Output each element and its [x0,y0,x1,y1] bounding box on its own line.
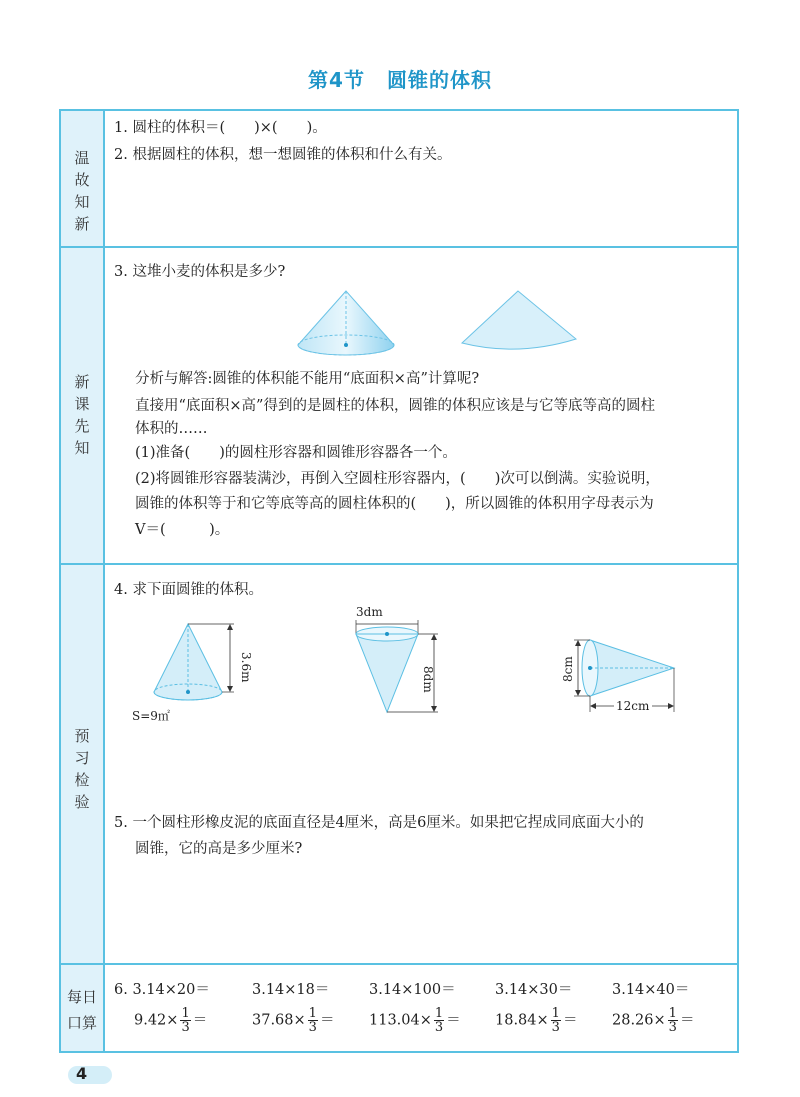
oral-calc-row2-item: 113.04× $\frac{1}{3}$ ＝ [369,1006,461,1035]
wheat-corner-pile-icon [462,291,576,349]
question-1: 1. 圆柱的体积＝( )×( )。 [114,120,327,136]
fraction: $\frac{1}{3}$ [551,1006,560,1035]
cone2-height-label: 8dm [421,666,435,693]
section-number: 第4节 [308,68,365,92]
cone-figure-1 [130,612,260,727]
side-column [61,111,105,1051]
oral-calc-row2-item: 28.26× $\frac{1}{3}$ ＝ [612,1006,695,1035]
text-line-3: 体积的…… [135,421,208,437]
fraction: $\frac{1}{3}$ [434,1006,444,1035]
divider-2 [61,563,737,565]
text-line-6: 圆锥的体积等于和它等底等高的圆柱体积的( )，所以圆锥的体积用字母表示为 [135,496,654,512]
text-line-4: (1)准备( )的圆柱形容器和圆锥形容器各一个。 [135,445,457,461]
divider-1 [61,246,737,248]
cone1-area-label: S=9㎡ [132,709,170,723]
text-line-2: 直接用“底面积×高”得到的是圆柱的体积，圆锥的体积应该是与它等底等高的圆柱 [135,398,655,414]
cone2-diameter-label: 3dm [356,605,383,619]
oral-calc-row1-item: 3.14×30＝ [495,982,573,998]
oral-calc-row2-item: 18.84× $\frac{1}{3}$ ＝ [495,1006,578,1035]
cone3-diameter-label: 8cm [561,656,575,682]
section-title [0,64,800,93]
wheat-cone-icon [298,291,394,355]
fraction: $\frac{1}{3}$ [181,1006,190,1035]
cone-figure-2 [346,604,446,719]
question-2: 2. 根据圆柱的体积，想一想圆锥的体积和什么有关。 [114,147,452,163]
question-5-line-1: 5. 一个圆柱形橡皮泥的底面直径是4厘米，高是6厘米。如果把它捏成同底面大小的 [114,815,644,831]
page-number-badge [68,1066,112,1084]
text-line-7: V＝( )。 [135,522,230,538]
page-number: 4 [58,1064,118,1086]
oral-calc-row1-item: 3.14×18＝ [252,982,330,998]
fraction: $\frac{1}{3}$ [308,1006,317,1035]
oral-calc-row1-item: 3.14×40＝ [612,982,690,998]
fraction: $\frac{1}{3}$ [668,1006,677,1035]
side-label-check: 预 习 检 验 [74,727,90,811]
side-label-review: 温 故 知 新 [74,149,90,233]
question-5-line-2: 圆锥，它的高是多少厘米? [135,841,303,857]
question-3: 3. 这堆小麦的体积是多少? [114,264,286,280]
divider-3 [61,963,737,965]
oral-calc-row1-item: 3.14×100＝ [369,982,456,998]
cone-figure-3 [560,630,690,715]
section-name: 圆锥的体积 [386,68,492,92]
oral-calc-row1-item: 6. 3.14×20＝ [114,982,210,998]
oral-calc-row2-item: 37.68× $\frac{1}{3}$ ＝ [252,1006,335,1035]
cone1-height-label: 3.6m [239,652,253,683]
question-4: 4. 求下面圆锥的体积。 [114,582,263,598]
oral-calc-row2-item: 9.42× $\frac{1}{3}$ ＝ [134,1006,208,1035]
side-label-new: 新 课 先 知 [74,373,90,457]
side-label-oral: 每日 口算 [66,988,97,1032]
wheat-pile-figures [290,287,590,363]
cone3-length-label: 12cm [616,699,650,713]
text-line-5: (2)将圆锥形容器装满沙，再倒入空圆柱形容器内，( )次可以倒满。实验说明， [135,471,660,487]
text-line-1: 分析与解答:圆锥的体积能不能用“底面积×高”计算呢? [135,371,480,387]
